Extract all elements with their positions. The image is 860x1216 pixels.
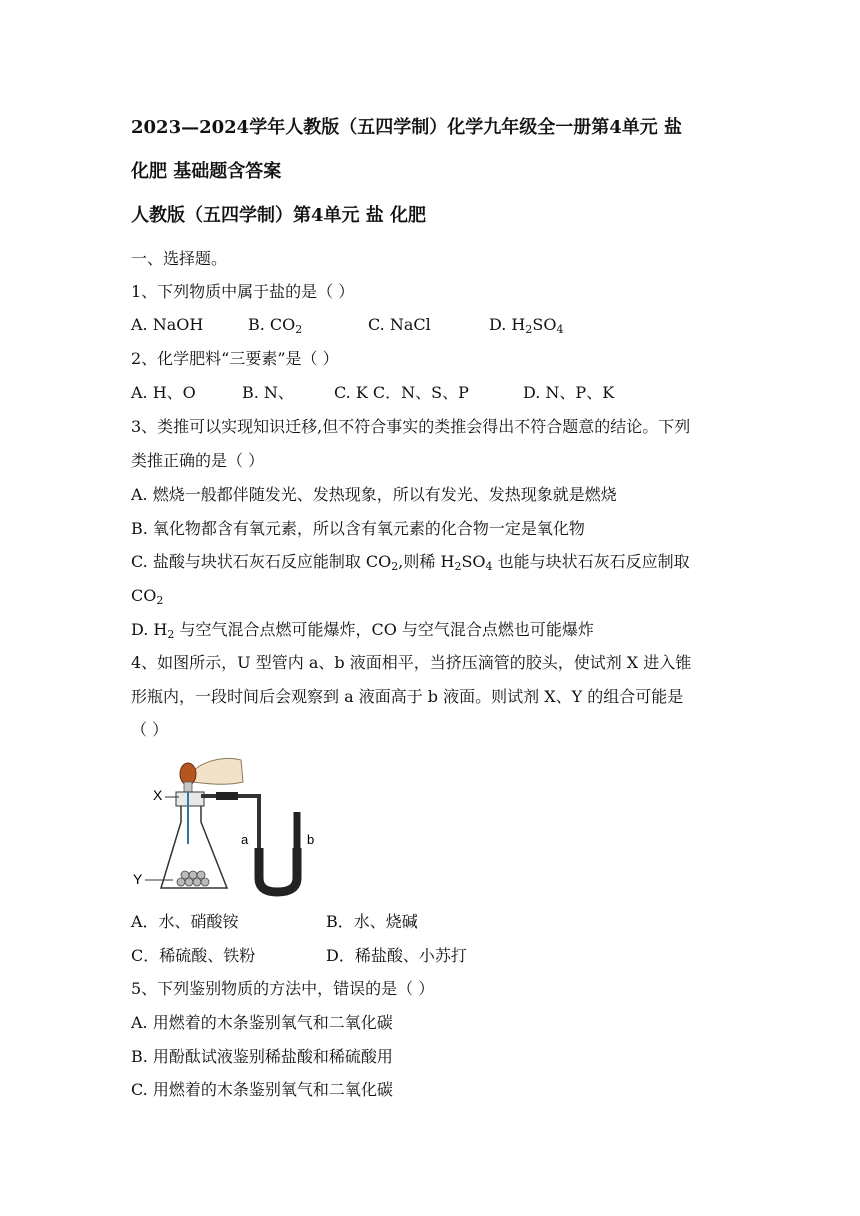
q4-option-a: A．水、硝酸铵 (131, 912, 239, 931)
q3-option-a: A. 燃烧一般都伴随发光、发热现象，所以有发光、发热现象就是燃烧 (131, 485, 617, 504)
q4-stem-line-1: 4、如图所示，U 型管内 a、b 液面相平，当挤压滴管的胶头，使试剂 X 进入锥 (131, 653, 692, 672)
q4-stem-line-3: （ ） (131, 720, 169, 739)
q3-option-c: C. 盐酸与块状石灰石反应能制取 $CO_2$,则稀 $H_2SO_4$ 也能与块状石灰石反应制取 (131, 552, 690, 573)
q5-option-c: C. 用燃着的木条鉴别氧气和二氧化碳 (131, 1080, 393, 1099)
solid-y-particles (177, 871, 209, 886)
q2-option-d: D. N、P、K (523, 383, 615, 402)
delivery-tube (201, 796, 259, 880)
title-line-2: 化肥 基础题含答案 (131, 161, 282, 182)
q4-option-d: D．稀盐酸、小苏打 (326, 946, 467, 965)
q3-option-c-cont: $CO_2$ (131, 586, 164, 607)
q3-option-b: B. 氧化物都含有氧元素，所以含有氧元素的化合物一定是氧化物 (131, 519, 585, 538)
q4-option-b: B．水、烧碱 (326, 912, 418, 931)
title-line-1: 2023—2024学年人教版（五四学制）化学九年级全一册第4单元 盐 (131, 117, 682, 138)
q2-option-b: B. N、 (242, 383, 294, 402)
q2-option-a: A. H、O (131, 383, 196, 402)
q4-option-c: C．稀硫酸、铁粉 (131, 946, 256, 965)
u-tube (259, 812, 297, 892)
stopper (176, 792, 204, 806)
q5-stem: 5、下列鉴别物质的方法中，错误的是（ ） (131, 979, 435, 998)
q2-option-c: C. K C．N、S、P (334, 383, 469, 402)
q1-option-d: D. $H_2SO_4$ (489, 315, 564, 336)
label-a: a (241, 832, 249, 847)
q5-option-a: A. 用燃着的木条鉴别氧气和二氧化碳 (131, 1013, 393, 1032)
q1-option-b: B. $CO_2$ (248, 315, 303, 336)
subtitle: 人教版（五四学制）第4单元 盐 化肥 (131, 205, 427, 226)
q1-option-c: C. NaCl (368, 315, 431, 334)
q2-stem: 2、化学肥料“三要素”是（ ） (131, 349, 339, 368)
q1-stem: 1、下列物质中属于盐的是（ ） (131, 282, 355, 301)
label-x: X (153, 787, 163, 803)
hand-shape (191, 759, 243, 785)
section-heading: 一、选择题。 (131, 249, 228, 268)
q5-option-b: B. 用酚酞试液鉴别稀盐酸和稀硫酸用 (131, 1047, 393, 1066)
label-b: b (307, 832, 315, 847)
q3-stem-line-1: 3、类推可以实现知识迁移,但不符合事实的类推会得出不符合题意的结论。下列 (131, 417, 691, 436)
q4-stem-line-2: 形瓶内，一段时间后会观察到 a 液面高于 b 液面。则试剂 X、Y 的组合可能是 (131, 687, 684, 706)
q3-option-d: D. $H_2$ 与空气混合点燃可能爆炸，CO 与空气混合点燃也可能爆炸 (131, 620, 594, 641)
q1-option-a: A. NaOH (131, 315, 204, 334)
q3-stem-line-2: 类推正确的是（ ） (131, 451, 265, 470)
label-y: Y (133, 871, 143, 887)
q4-apparatus-figure (131, 752, 331, 897)
